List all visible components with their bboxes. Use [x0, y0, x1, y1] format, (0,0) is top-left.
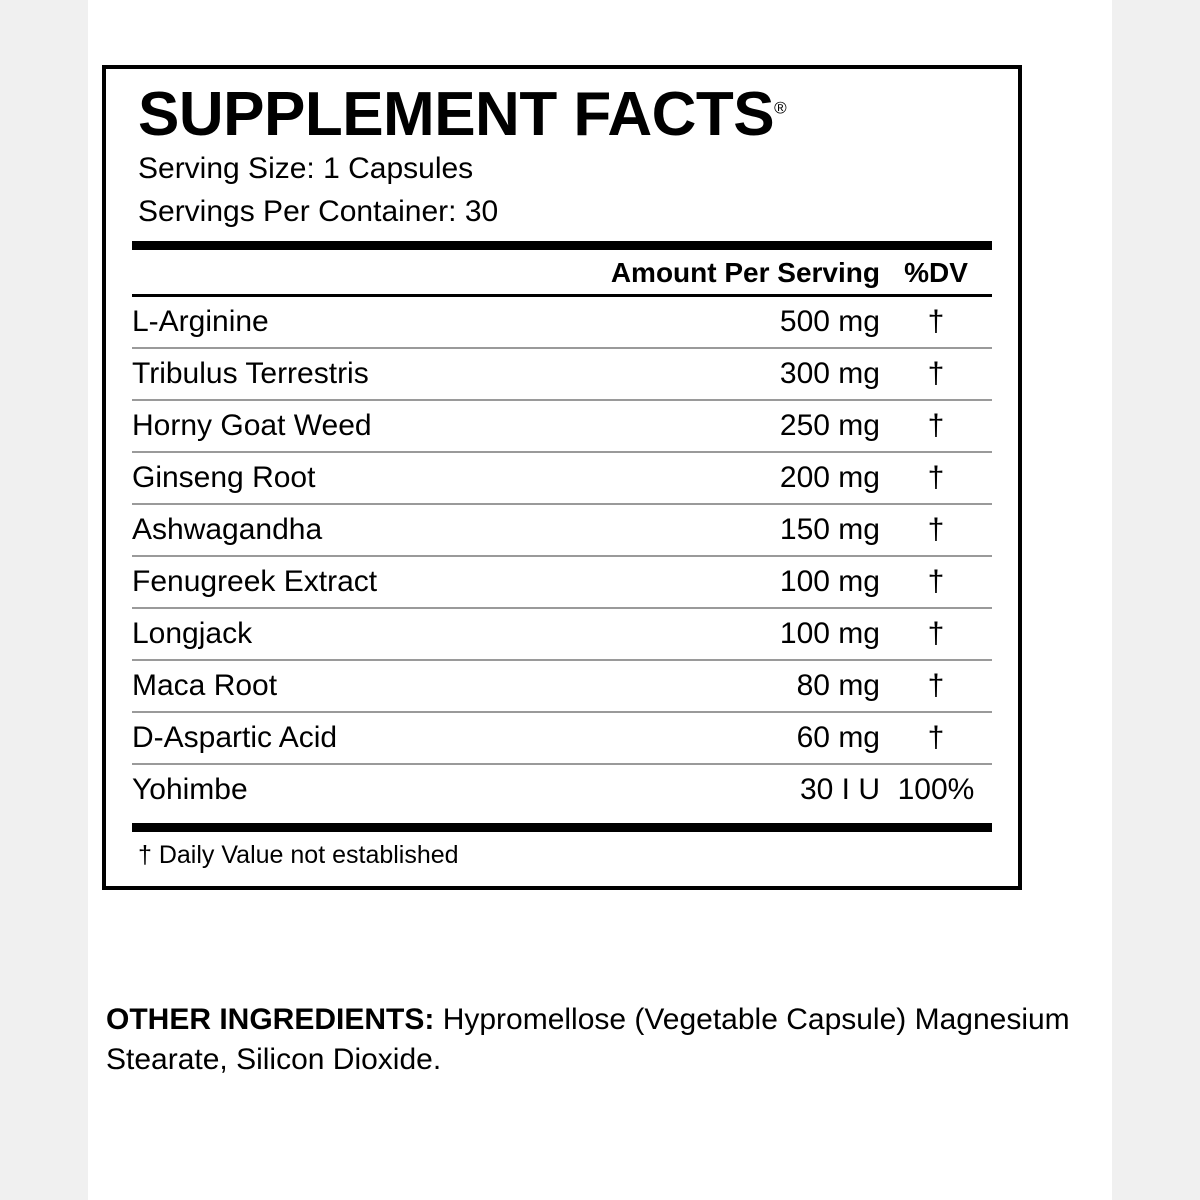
ingredient-dv: † [880, 400, 992, 452]
ingredient-dv: † [880, 712, 992, 764]
ingredient-name: L-Arginine [132, 297, 663, 348]
ingredient-name: Yohimbe [132, 773, 248, 807]
ingredient-amount: 100 mg [663, 608, 880, 660]
header-top-rule [132, 241, 992, 250]
ingredient-name: Horny Goat Weed [132, 400, 663, 452]
column-header-percent-dv: %DV [904, 257, 968, 289]
ingredient-name: Ashwagandha [132, 504, 663, 556]
ingredient-dv: † [880, 660, 992, 712]
table-row [132, 660, 992, 712]
table-bottom-rule [132, 823, 992, 832]
ingredient-name: D-Aspartic Acid [132, 712, 663, 764]
other-ingredients-text: Hypromellose (Vegetable Capsule) Magnesium Stearate, Silicon Dioxide. [106, 1003, 1070, 1076]
registered-trademark-icon: ® [774, 98, 787, 118]
ingredient-dv: † [880, 504, 992, 556]
table-row [132, 348, 992, 400]
ingredient-amount: 150 mg [663, 504, 880, 556]
table-row [132, 452, 992, 504]
page-title-text: SUPPLEMENT FACTS [138, 80, 775, 149]
ingredient-amount: 500 mg [663, 297, 880, 348]
page-left-margin [0, 0, 88, 1200]
table-row [132, 764, 992, 815]
ingredient-name: Maca Root [132, 660, 663, 712]
ingredient-dv: † [880, 452, 992, 504]
ingredient-dv: † [880, 608, 992, 660]
column-header-amount-per-serving: Amount Per Serving [610, 257, 880, 289]
table-row [132, 608, 992, 660]
ingredient-name: Fenugreek Extract [132, 556, 663, 608]
table-row [132, 556, 992, 608]
table-row [132, 297, 992, 348]
ingredient-amount: 30 I U [799, 773, 880, 807]
servings-per-container-line: Servings Per Container: 30 [138, 194, 499, 228]
table-header-row [132, 250, 992, 294]
ingredient-amount: 100 mg [663, 556, 880, 608]
table-row [132, 504, 992, 556]
ingredient-amount: 200 mg [663, 452, 880, 504]
ingredient-amount: 80 mg [663, 660, 880, 712]
ingredient-dv: † [880, 556, 992, 608]
ingredient-dv: † [880, 348, 992, 400]
daily-value-footnote: † Daily Value not established [138, 841, 459, 870]
ingredients-table [132, 297, 992, 815]
other-ingredients-label: OTHER INGREDIENTS: [106, 1003, 435, 1036]
ingredient-amount: 300 mg [663, 348, 880, 400]
ingredient-name: Ginseng Root [132, 452, 663, 504]
page-right-margin [1112, 0, 1200, 1200]
ingredient-dv: 100% [897, 773, 975, 807]
ingredient-dv: † [880, 297, 992, 348]
serving-size-line: Serving Size: 1 Capsules [138, 152, 474, 186]
page-title [138, 80, 992, 149]
label-content [88, 0, 1112, 1200]
ingredient-name: Tribulus Terrestris [132, 348, 663, 400]
ingredient-amount: 250 mg [663, 400, 880, 452]
ingredient-name: Longjack [132, 608, 663, 660]
supplement-facts-panel [102, 65, 1022, 890]
table-row [132, 400, 992, 452]
other-ingredients [106, 1000, 1096, 1080]
ingredient-amount: 60 mg [663, 712, 880, 764]
table-row [132, 712, 992, 764]
